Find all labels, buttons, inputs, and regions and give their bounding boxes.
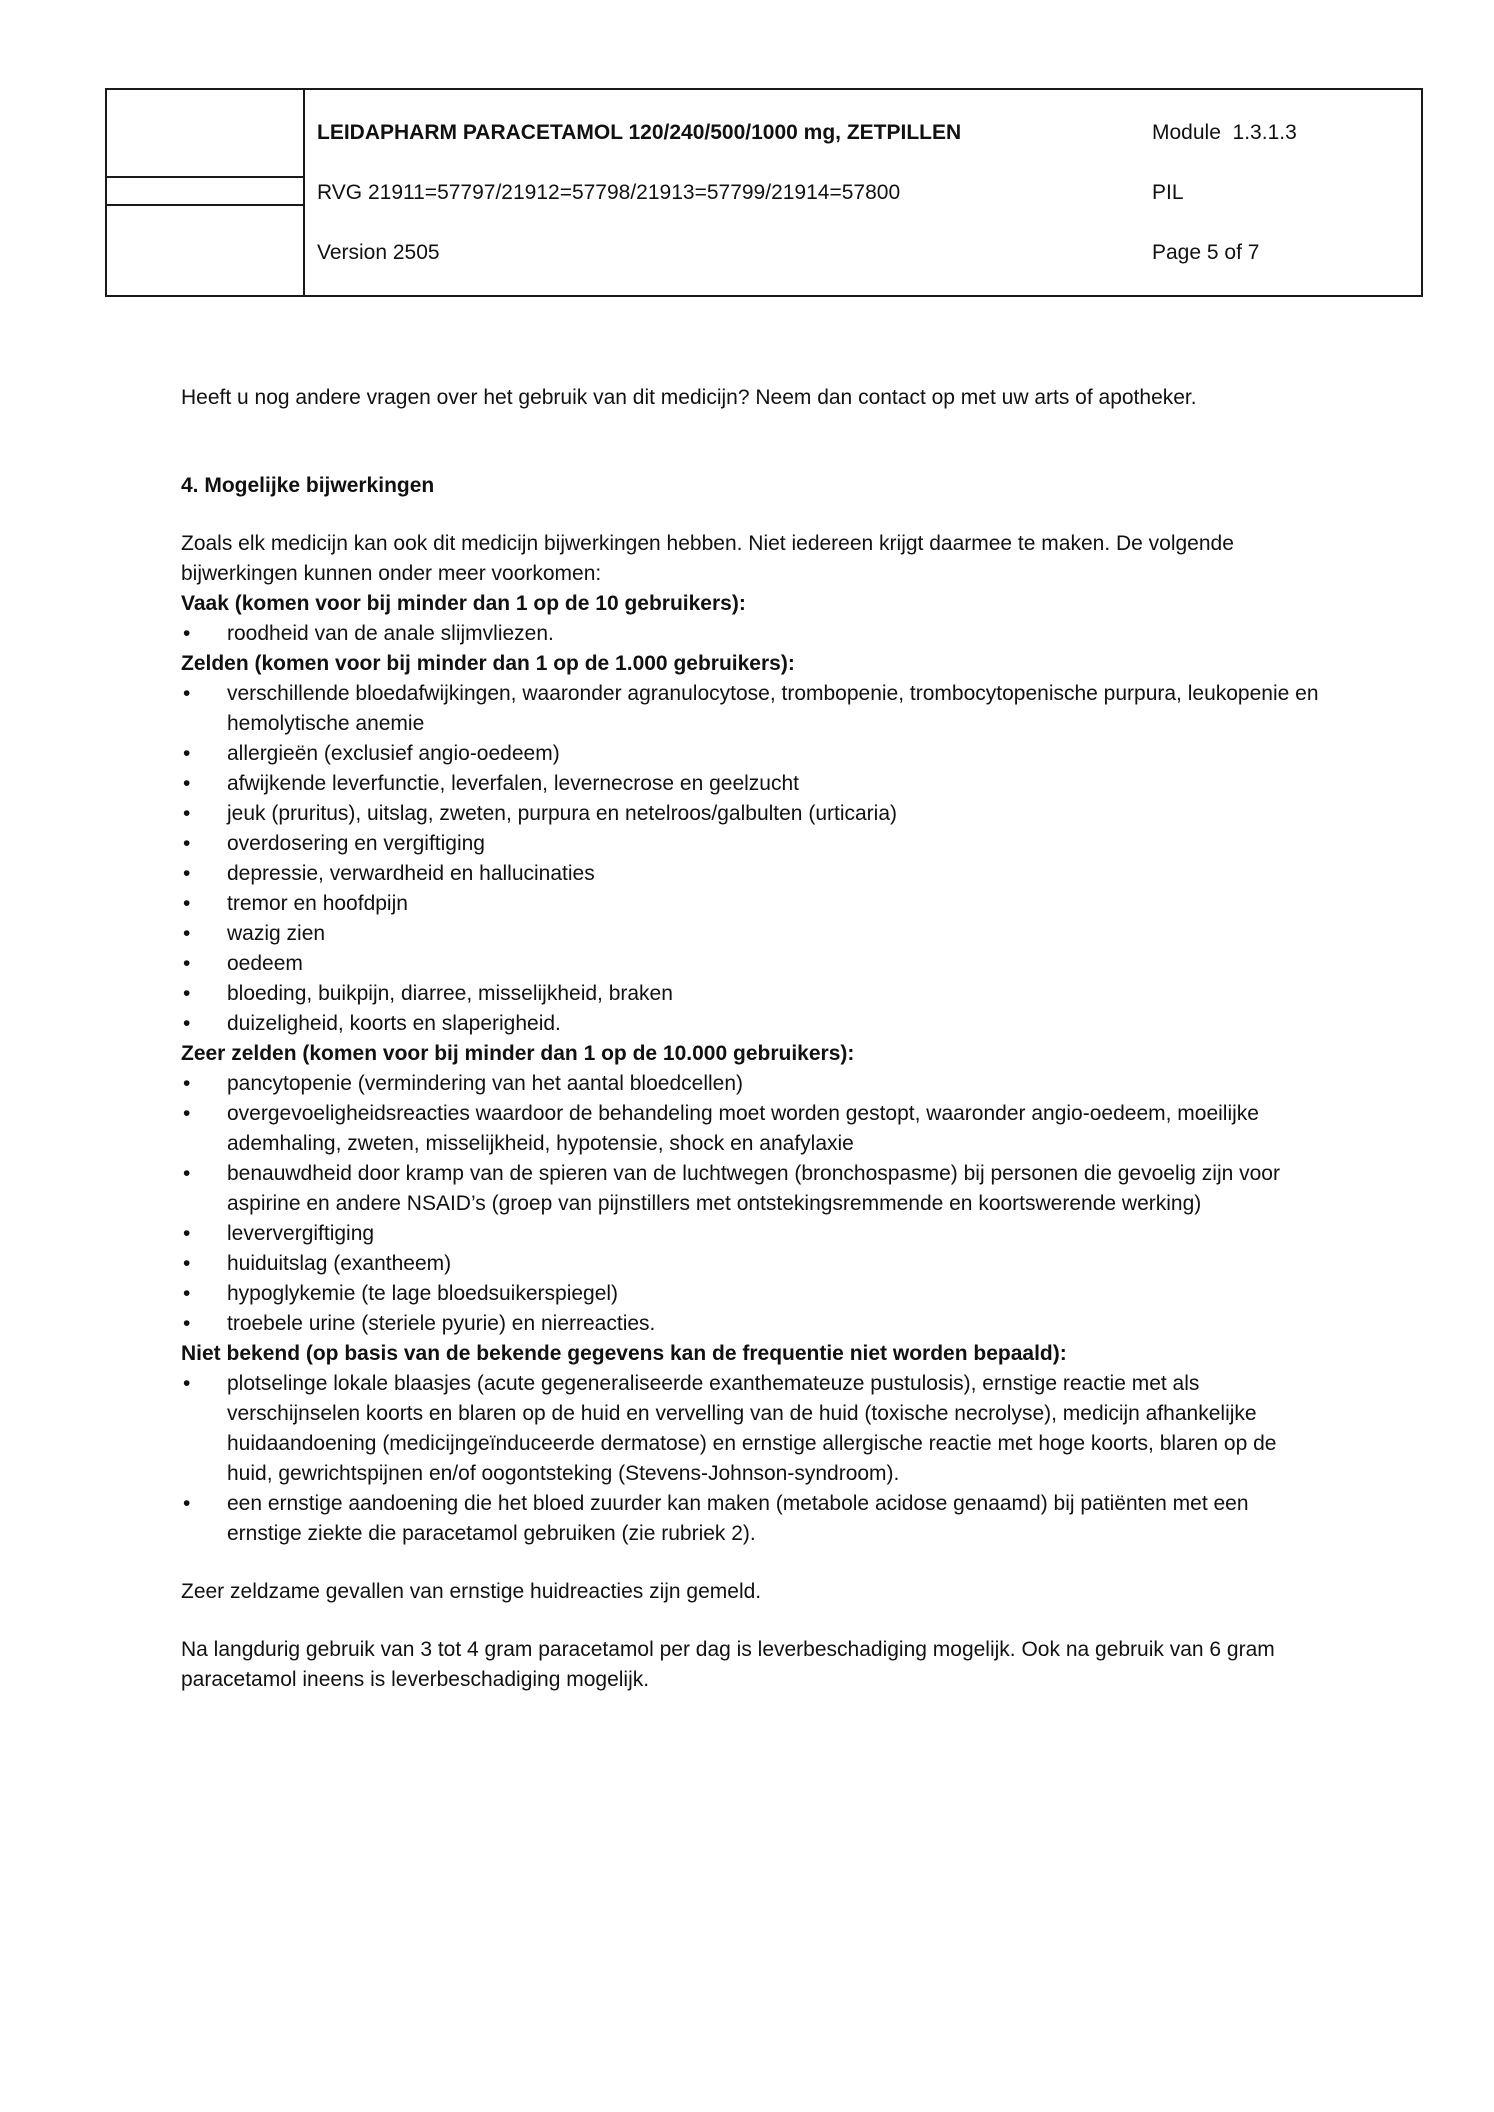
bullet-icon: • (183, 1162, 191, 1185)
side-effect-groups (181, 589, 1341, 1549)
bullet-icon: • (183, 1012, 191, 1035)
bullet-icon: • (183, 1222, 191, 1245)
bullet-icon: • (183, 742, 191, 765)
side-effect-item (181, 739, 1341, 769)
side-effect-text: afwijkende leverfunctie, leverfalen, levernecrose en geelzucht (227, 772, 799, 795)
side-effect-text: huiduitslag (exantheem) (227, 1252, 452, 1275)
side-effect-group (181, 1339, 1341, 1549)
side-effect-list (181, 619, 1341, 649)
frequency-heading: Zelden (komen voor bij minder dan 1 op de 1.000 gebruikers): (181, 652, 795, 675)
version-label: Version 2505 (317, 241, 440, 264)
side-effect-text: overgevoeligheidsreacties waardoor de behandeling moet worden gestopt, waaronder angio-oedeem, moeilijke ademhaling, zweten, misselijkheid, hypotensie, shock en anafylaxie (227, 1102, 1259, 1155)
side-effect-item (181, 1309, 1341, 1339)
side-effect-group (181, 1039, 1341, 1339)
side-effect-item (181, 829, 1341, 859)
bullet-icon: • (183, 772, 191, 795)
side-effect-group (181, 589, 1341, 649)
side-effect-text: leververgiftiging (227, 1222, 375, 1245)
side-effect-item (181, 859, 1341, 889)
side-effect-text: duizeligheid, koorts en slaperigheid. (227, 1012, 561, 1035)
header-logo-cell-top (107, 90, 303, 178)
frequency-heading: Niet bekend (op basis van de bekende gegevens kan de frequentie niet worden bepaald): (181, 1342, 1067, 1365)
side-effect-text: bloeding, buikpijn, diarree, misselijkheid, braken (227, 982, 673, 1005)
side-effect-text: tremor en hoofdpijn (227, 892, 408, 915)
side-effect-text: troebele urine (steriele pyurie) en nierreacties. (227, 1312, 656, 1335)
side-effect-item (181, 799, 1341, 829)
side-effect-item (181, 1489, 1341, 1549)
side-effect-item (181, 679, 1341, 739)
bullet-icon: • (183, 982, 191, 1005)
side-effect-text: een ernstige aandoening die het bloed zuurder kan maken (metabole acidose genaamd) bij patiënten met een ernstige ziekte die paracetamol gebruiken (zie rubriek 2). (227, 1492, 1249, 1545)
side-effect-item (181, 979, 1341, 1009)
bullet-icon: • (183, 892, 191, 915)
side-effect-text: verschillende bloedafwijkingen, waaronder agranulocytose, trombopenie, trombocytopenische purpura, leukopenie en hemolytische anemie (227, 682, 1319, 735)
header-info-cell (305, 90, 1421, 295)
side-effect-item (181, 1099, 1341, 1159)
bullet-icon: • (183, 1372, 191, 1395)
side-effect-text: plotselinge lokale blaasjes (acute gegeneraliseerde exanthemateuze pustulosis), ernstige reactie met als verschijnselen koorts en blaren op de huid en vervelling van de huid (toxische necrolyse), medicijn afhankelijke huidaandoening (medicijngeïnduceerde dermatose) en ernstige allergische reactie met hoge koorts, blaren op de huid, gewrichtspijnen en/of oogontsteking (Stevens-Johnson-syndroom). (227, 1372, 1277, 1485)
bullet-icon: • (183, 1312, 191, 1335)
side-effect-item (181, 1009, 1341, 1039)
side-effect-text: wazig zien (227, 922, 326, 945)
bullet-icon: • (183, 832, 191, 855)
side-effect-item (181, 1279, 1341, 1309)
bullet-icon: • (183, 622, 191, 645)
product-title: LEIDAPHARM PARACETAMOL 120/240/500/1000 mg, ZETPILLEN (317, 121, 962, 144)
page-number: Page 5 of 7 (1152, 241, 1260, 264)
side-effect-item (181, 619, 1341, 649)
section-intro-paragraph: Zoals elk medicijn kan ook dit medicijn bijwerkingen hebben. Niet iedereen krijgt daarmee te maken. De volgende bijwerkingen kunnen onder meer voorkomen: (181, 532, 1234, 585)
side-effect-item (181, 919, 1341, 949)
side-effect-item (181, 1159, 1341, 1219)
side-effect-text: overdosering en vergiftiging (227, 832, 485, 855)
leaflet-body (181, 383, 1341, 1695)
side-effect-list (181, 1069, 1341, 1339)
side-effect-text: jeuk (pruritus), uitslag, zweten, purpura en netelroos/galbulten (urticaria) (227, 802, 898, 825)
bullet-icon: • (183, 922, 191, 945)
side-effect-text: hypoglykemie (te lage bloedsuikerspiegel) (227, 1282, 619, 1305)
side-effect-item (181, 1369, 1341, 1489)
bullet-icon: • (183, 1072, 191, 1095)
bullet-icon: • (183, 1492, 191, 1515)
document-type-label: PIL (1152, 181, 1184, 204)
header-logo-cell-bottom (107, 206, 303, 295)
side-effect-text: oedeem (227, 952, 303, 975)
bullet-icon: • (183, 952, 191, 975)
closing-note-2: Na langdurig gebruik van 3 tot 4 gram paracetamol per dag is leverbeschadiging mogelijk. Ook na gebruik van 6 gram paracetamol ineens is leverbeschadiging mogelijk. (181, 1638, 1275, 1691)
bullet-icon: • (183, 862, 191, 885)
side-effect-item (181, 1219, 1341, 1249)
bullet-icon: • (183, 802, 191, 825)
side-effect-text: allergieën (exclusief angio-oedeem) (227, 742, 560, 765)
bullet-icon: • (183, 1102, 191, 1125)
side-effect-item (181, 949, 1341, 979)
side-effect-text: pancytopenie (vermindering van het aantal bloedcellen) (227, 1072, 743, 1095)
side-effect-list (181, 679, 1341, 1039)
side-effect-text: depressie, verwardheid en hallucinaties (227, 862, 595, 885)
side-effect-text: benauwdheid door kramp van de spieren van de luchtwegen (bronchospasme) bij personen die gevoelig zijn voor aspirine en andere NSAID’s (groep van pijnstillers met ontstekingsremmende en koortswerende werking) (227, 1162, 1280, 1215)
side-effect-item (181, 769, 1341, 799)
bullet-icon: • (183, 682, 191, 705)
closing-note-1: Zeer zeldzame gevallen van ernstige huidreacties zijn gemeld. (181, 1580, 762, 1603)
rvg-numbers: RVG 21911=57797/21912=57798/21913=57799/21914=57800 (317, 181, 901, 204)
side-effect-list (181, 1369, 1341, 1549)
section-heading: 4. Mogelijke bijwerkingen (181, 474, 435, 497)
side-effect-text: roodheid van de anale slijmvliezen. (227, 622, 554, 645)
header-table (105, 88, 1423, 297)
header-logo-column (107, 90, 305, 295)
side-effect-group (181, 649, 1341, 1039)
frequency-heading: Vaak (komen voor bij minder dan 1 op de 10 gebruikers): (181, 592, 746, 615)
bullet-icon: • (183, 1252, 191, 1275)
bullet-icon: • (183, 1282, 191, 1305)
intro-paragraph: Heeft u nog andere vragen over het gebruik van dit medicijn? Neem dan contact op met uw arts of apotheker. (181, 386, 1197, 409)
side-effect-item (181, 1069, 1341, 1099)
module-label: Module 1.3.1.3 (1152, 121, 1297, 144)
header-logo-cell-middle (107, 178, 303, 206)
side-effect-item (181, 889, 1341, 919)
side-effect-item (181, 1249, 1341, 1279)
frequency-heading: Zeer zelden (komen voor bij minder dan 1 op de 10.000 gebruikers): (181, 1042, 855, 1065)
